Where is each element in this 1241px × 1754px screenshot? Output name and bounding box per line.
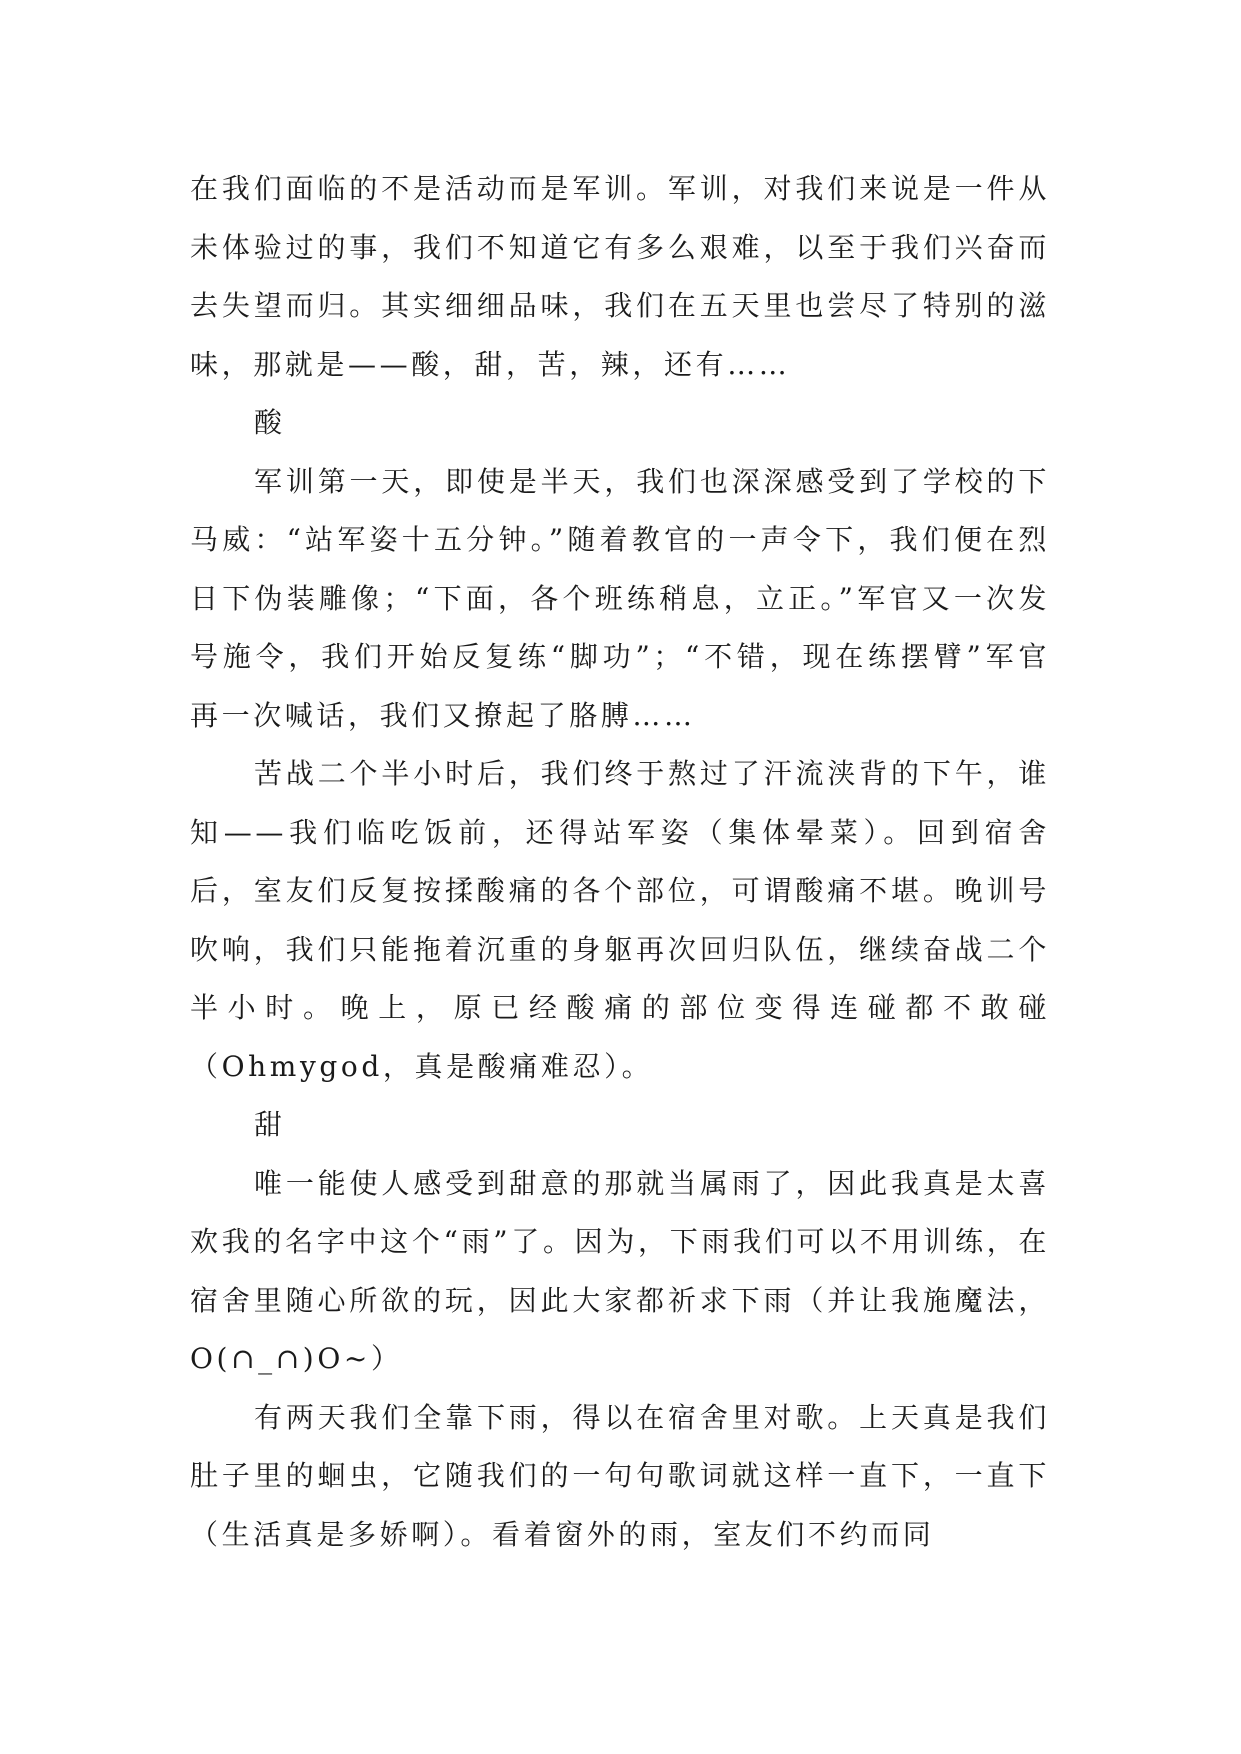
paragraph-intro: 在我们面临的不是活动而是军训。军训，对我们来说是一件从未体验过的事，我们不知道它有多么艰难，以至于我们兴奋而去失望而归。其实细细品味，我们在五天里也尝尽了特别的滋味，那就是——酸，甜，苦，辣，还有…… xyxy=(190,172,1050,381)
section-heading-sour: 酸 xyxy=(254,406,286,439)
section-heading-sweet: 甜 xyxy=(254,1108,286,1141)
paragraph-first-day: 军训第一天，即使是半天，我们也深深感受到了学校的下马威：“站军姿十五分钟。”随着教官的一声令下，我们便在烈日下伪装雕像；“下面，各个班练稍息，立正。”军官又一次发号施令，我们开始反复练“脚功”；“不错，现在练摆臂”军官再一次喊话，我们又撩起了胳膊…… xyxy=(190,464,1050,732)
paragraph-singing: 有两天我们全靠下雨，得以在宿舍里对歌。上天真是我们肚子里的蛔虫，它随我们的一句句歌词就这样一直下，一直下（生活真是多娇啊）。看着窗外的雨，室友们不约而同 xyxy=(190,1400,1050,1551)
document-body xyxy=(190,160,1050,1564)
paragraph-hard-fight: 苦战二个半小时后，我们终于熬过了汗流浃背的下午，谁知——我们临吃饭前，还得站军姿（集体晕菜）。回到宿舍后，室友们反复按揉酸痛的各个部位，可谓酸痛不堪。晚训号吹响，我们只能拖着沉重的身躯再次回归队伍，继续奋战二个半小时。晚上，原已经酸痛的部位变得连碰都不敢碰（Ohmygod，真是酸痛难忍）。 xyxy=(190,757,1050,1083)
paragraph-rain: 唯一能使人感受到甜意的那就当属雨了，因此我真是太喜欢我的名字中这个“雨”了。因为，下雨我们可以不用训练，在宿舍里随心所欲的玩，因此大家都祈求下雨（并让我施魔法，O(∩_∩)O~） xyxy=(190,1166,1050,1375)
